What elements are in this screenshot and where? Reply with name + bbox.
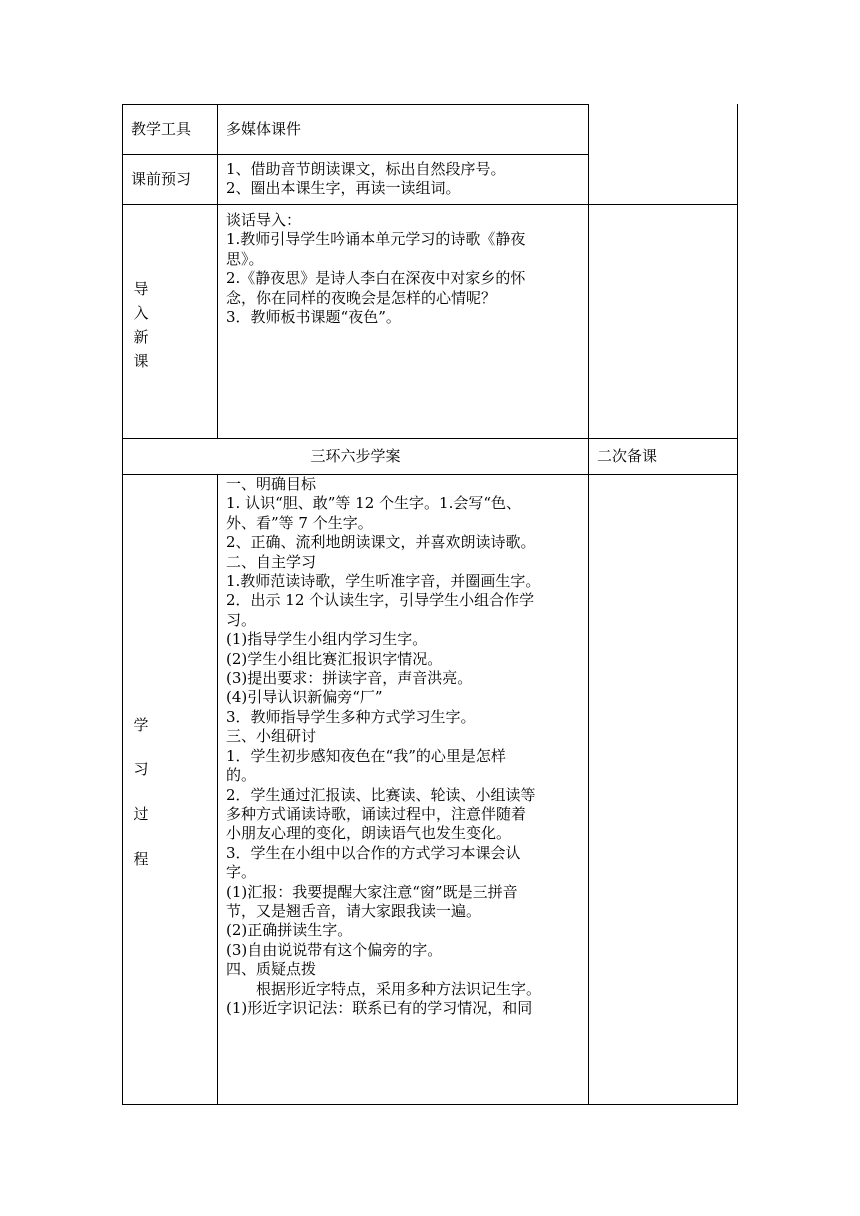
intro-label-char: 入 bbox=[133, 304, 149, 322]
preview-content bbox=[226, 160, 506, 199]
process-line: (4)引导认识新偏旁“厂” bbox=[226, 688, 383, 707]
process-line: 2．出示 12 个认读生字，引导学生小组合作学 bbox=[226, 591, 535, 610]
intro-line: 思》。 bbox=[226, 249, 264, 268]
process-line: (3)自由说说带有这个偏旁的字。 bbox=[226, 940, 443, 959]
process-line: 三、小组研讨 bbox=[226, 727, 317, 746]
preview-line: 2、圈出本课生字，再读一读组词。 bbox=[226, 179, 461, 198]
side-column-divider bbox=[588, 104, 589, 1104]
process-line: (1)指导学生小组内学习生字。 bbox=[226, 630, 428, 649]
intro-label-char: 课 bbox=[133, 352, 149, 370]
intro-line: 2.《静夜思》是诗人李白在深夜中对家乡的怀 bbox=[226, 269, 526, 288]
process-line: 二、自主学习 bbox=[226, 552, 317, 571]
intro-line: 念，你在同样的夜晚会是怎样的心情呢？ bbox=[226, 288, 497, 307]
table-rule-after-tools bbox=[122, 154, 589, 155]
process-content bbox=[226, 475, 541, 1018]
process-line: 2．学生通过汇报读、比赛读、轮读、小组读等 bbox=[226, 785, 536, 804]
intro-content bbox=[226, 211, 525, 327]
tools-content: 多媒体课件 bbox=[226, 120, 302, 138]
process-label-char: 过 bbox=[133, 805, 149, 823]
process-line: 1.教师范读诗歌，学生听准字音，并圈画生字。 bbox=[226, 572, 541, 591]
table-rule-after-intro bbox=[122, 438, 738, 439]
process-line: 四、质疑点拨 bbox=[226, 960, 317, 979]
process-line: 2、正确、流利地朗读课文，并喜欢朗读诗歌。 bbox=[226, 533, 536, 552]
section-header-title: 三环六步学案 bbox=[310, 447, 401, 465]
intro-line: 谈话导入： bbox=[226, 211, 302, 229]
intro-label-char: 新 bbox=[133, 328, 149, 346]
process-line: 1. 认识“胆、敢”等 12 个生字。1.会写“色、 bbox=[226, 494, 522, 513]
process-label-char: 习 bbox=[133, 760, 149, 778]
intro-label-char: 导 bbox=[133, 280, 149, 298]
process-line: 多种方式诵读诗歌，诵读过程中，注意伴随着 bbox=[226, 804, 527, 823]
table-border-left bbox=[122, 104, 123, 1104]
label-column-divider-bottom bbox=[217, 474, 218, 1104]
preview-label: 课前预习 bbox=[131, 170, 192, 188]
process-line: 根据形近字特点，采用多种方法识记生字。 bbox=[226, 979, 542, 998]
process-line: 3．教师指导学生多种方式学习生字。 bbox=[226, 707, 476, 726]
process-line: 的。 bbox=[226, 766, 257, 785]
process-line: 一、明确目标 bbox=[226, 475, 317, 493]
table-rule-bottom bbox=[122, 1104, 738, 1105]
process-line: 1．学生初步感知夜色在“我”的心里是怎样 bbox=[226, 746, 506, 765]
process-line: 习。 bbox=[226, 610, 257, 629]
intro-line: 1.教师引导学生吟诵本单元学习的诗歌《静夜 bbox=[226, 230, 526, 249]
process-line: (1)汇报：我要提醒大家注意“窗”既是三拼音 bbox=[226, 882, 518, 901]
process-line: 3．学生在小组中以合作的方式学习本课会认 bbox=[226, 843, 521, 862]
process-label-char: 学 bbox=[133, 716, 149, 734]
process-line: (2)学生小组比赛汇报识字情况。 bbox=[226, 649, 443, 668]
table-rule-after-preview bbox=[122, 204, 738, 205]
table-rule-top bbox=[122, 104, 589, 105]
process-line: 节，又是翘舌音，请大家跟我读一遍。 bbox=[226, 901, 482, 920]
process-label-char: 程 bbox=[133, 850, 149, 868]
process-line: 字。 bbox=[226, 863, 257, 882]
process-line: 外、看”等 7 个生字。 bbox=[226, 513, 373, 532]
intro-line: 3．教师板书课题“夜色”。 bbox=[226, 308, 401, 327]
tools-label: 教学工具 bbox=[131, 120, 192, 138]
table-border-right bbox=[737, 104, 738, 1104]
process-line: 小朋友心理的变化，朗读语气也发生变化。 bbox=[226, 824, 512, 843]
process-line: (3)提出要求：拼读字音，声音洪亮。 bbox=[226, 669, 473, 688]
process-line: (2)正确拼读生字。 bbox=[226, 921, 353, 940]
section-header-side: 二次备课 bbox=[597, 447, 658, 465]
process-line: (1)形近字识记法：联系已有的学习情况，和同 bbox=[226, 998, 533, 1017]
preview-line: 1、借助音节朗读课文，标出自然段序号。 bbox=[226, 160, 506, 178]
